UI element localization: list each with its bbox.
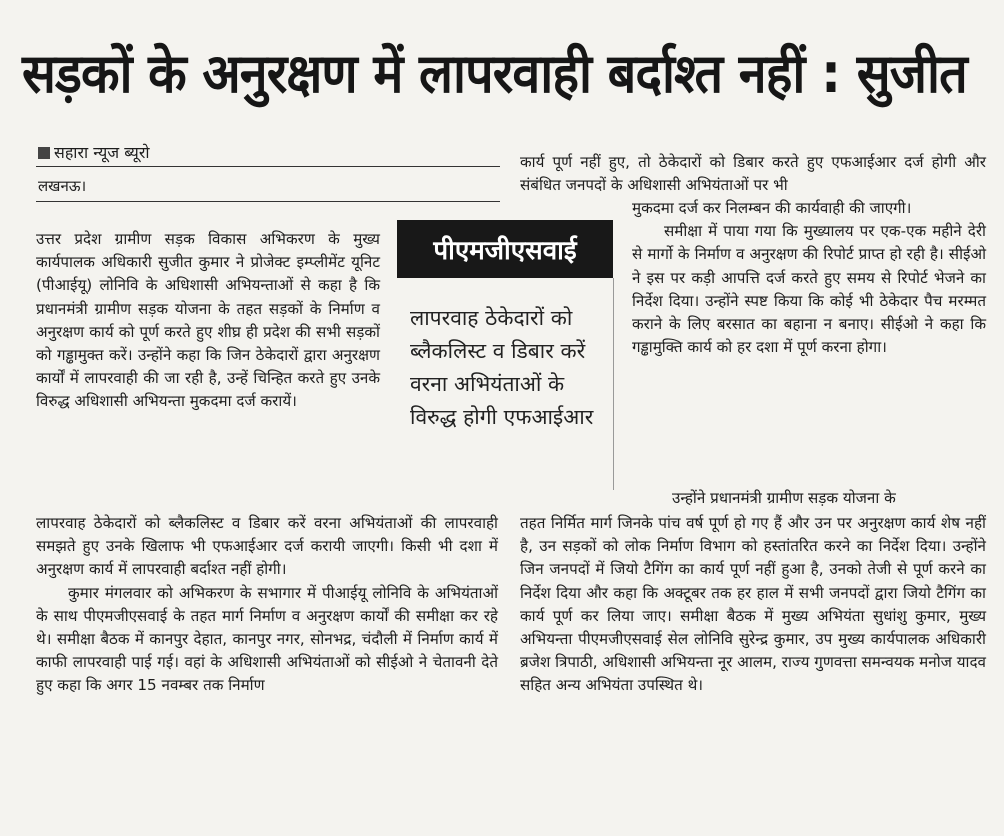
article-column-right-top — [520, 151, 986, 197]
box-title: पीएमजीएसवाई — [397, 220, 613, 278]
paragraph: कुमार मंगलवार को अभिकरण के सभागार में पीआईयू लोनिवि के अभियंताओं के साथ पीएमजीएसवाई के तहत मार्ग निर्माण व अनुरक्षण कार्यों की समीक्षा कर रहे थे। समीक्षा बैठक में कानपुर देहात, कानपुर नगर, सोनभद्र, चंदौली में निर्माण कार्य में काफी लापरवाही पाई गई। वहां के अधिशासी अभियंताओं को सीईओ ने चेतावनी देते हुए कहा कि अगर 15 नवम्बर तक निर्माण — [36, 583, 498, 695]
paragraph: मुकदमा दर्ज कर निलम्बन की कार्यवाही की जाएगी। — [632, 199, 912, 217]
paragraph: उन्होंने प्रधानमंत्री ग्रामीण सड़क योजना के — [672, 489, 896, 507]
paragraph: उत्तर प्रदेश ग्रामीण सड़क विकास अभिकरण के मुख्य कार्यपालक अधिकारी सुजीत कुमार ने प्रोजेक्ट इम्प्लीमेंट यूनिट (पीआईयू) लोनिवि के अधिशासी अभियन्ताओं से कहा है कि प्रधानमंत्री ग्रामीण सड़क योजना के तहत सड़कों के निर्माण व अनुरक्षण कार्य को पूर्ण करते हुए शीघ्र ही प्रदेश की सभी सड़कों को गड्ढामुक्त करें। उन्होंने कहा कि जिन ठेकेदारों द्वारा अनुरक्षण कार्यों में लापरवाही की जा रही है, उन्हें चिन्हित करते हुए उनके विरुद्ध अधिशासी अभियन्ता मुकदमा दर्ज करायें। — [36, 230, 380, 411]
paragraph: समीक्षा में पाया गया कि मुख्यालय पर एक-एक महीने देरी से मार्गो के निर्माण व अनुरक्षण की रिपोर्ट प्राप्त हो रही है। सीईओ ने इस पर कड़ी आपत्ति दर्ज करते हुए समय से रिपोर्ट भेजने का निर्देश दिया। उन्होंने स्पष्ट किया कि कोई भी ठेकेदार पैच मरम्मत कराने के लिए बरसात का बहाना न बनाए। सीईओ ने कहा कि गड्ढामुक्ति कार्य को हर दशा में पूर्ण करना होगा। — [632, 222, 986, 357]
dateline-rule — [36, 201, 500, 202]
paragraph: लापरवाह ठेकेदारों को ब्लैकलिस्ट व डिबार करें वरना अभियंताओं की लापरवाही समझते हुए उनके खिलाफ भी एफआईआर दर्ज करायी जाएगी। किसी भी दशा में अनुरक्षण कार्य में लापरवाही बर्दाश्त नहीं होगी। — [36, 514, 498, 579]
article-column-right-mid — [632, 197, 986, 359]
byline-square-icon — [38, 147, 50, 159]
paragraph: कार्य पूर्ण नहीं हुए, तो ठेकेदारों को डिबार करते हुए एफआईआर दर्ज होगी और संबंधित जनपदों के अधिशासी अभियंताओं पर भी — [520, 153, 986, 195]
article-column-left-bottom — [36, 512, 498, 698]
article-column-left-top — [36, 228, 380, 414]
dateline-city: लखनऊ। — [38, 177, 87, 195]
previous-article-edge — [0, 0, 1004, 6]
paragraph: तहत निर्मित मार्ग जिनके पांच वर्ष पूर्ण हो गए हैं और उन पर अनुरक्षण कार्य शेष नहीं है, उन सड़कों को लोक निर्माण विभाग को हस्तांतरित करने का निर्देश दिया। उन्होंने जिन जनपदों में जियो टैगिंग का कार्य पूर्ण नहीं हुआ है, उनको तेजी से पूर्ण करने का निर्देश दिया और कहा कि अक्टूबर तक हर हाल में सभी जनपदों द्वारा जियो टैगिंग का कार्य पूर्ण कर लिया जाए। समीक्षा बैठक में मुख्य अभियंता सुधांशु कुमार, मुख्य अभियन्ता पीएमजीएसवाई सेल लोनिवि सुरेन्द्र कुमार, उप मुख्य कार्यपालक अधिकारी ब्रजेश त्रिपाठी, अधिशासी अभियन्ता नूर आलम, राज्य गुणवत्ता समन्वयक मनोज यादव सहित अन्य अभियंता उपस्थित थे। — [520, 514, 986, 695]
next-article-edge — [0, 826, 1004, 836]
article-column-right-bottom — [520, 512, 986, 698]
box-text: लापरवाह ठेकेदारों को ब्लैकलिस्ट व डिबार करें वरना अभियंताओं के विरुद्ध होगी एफआईआर — [410, 306, 594, 429]
byline — [38, 141, 150, 163]
byline-text: सहारा न्यूज ब्यूरो — [54, 143, 150, 162]
article-column-right-bottom-lead — [640, 487, 986, 510]
headline: सड़कों के अनुरक्षण में लापरवाही बर्दाश्त नहीं : सुजीत — [22, 42, 967, 105]
byline-rule — [36, 166, 500, 167]
